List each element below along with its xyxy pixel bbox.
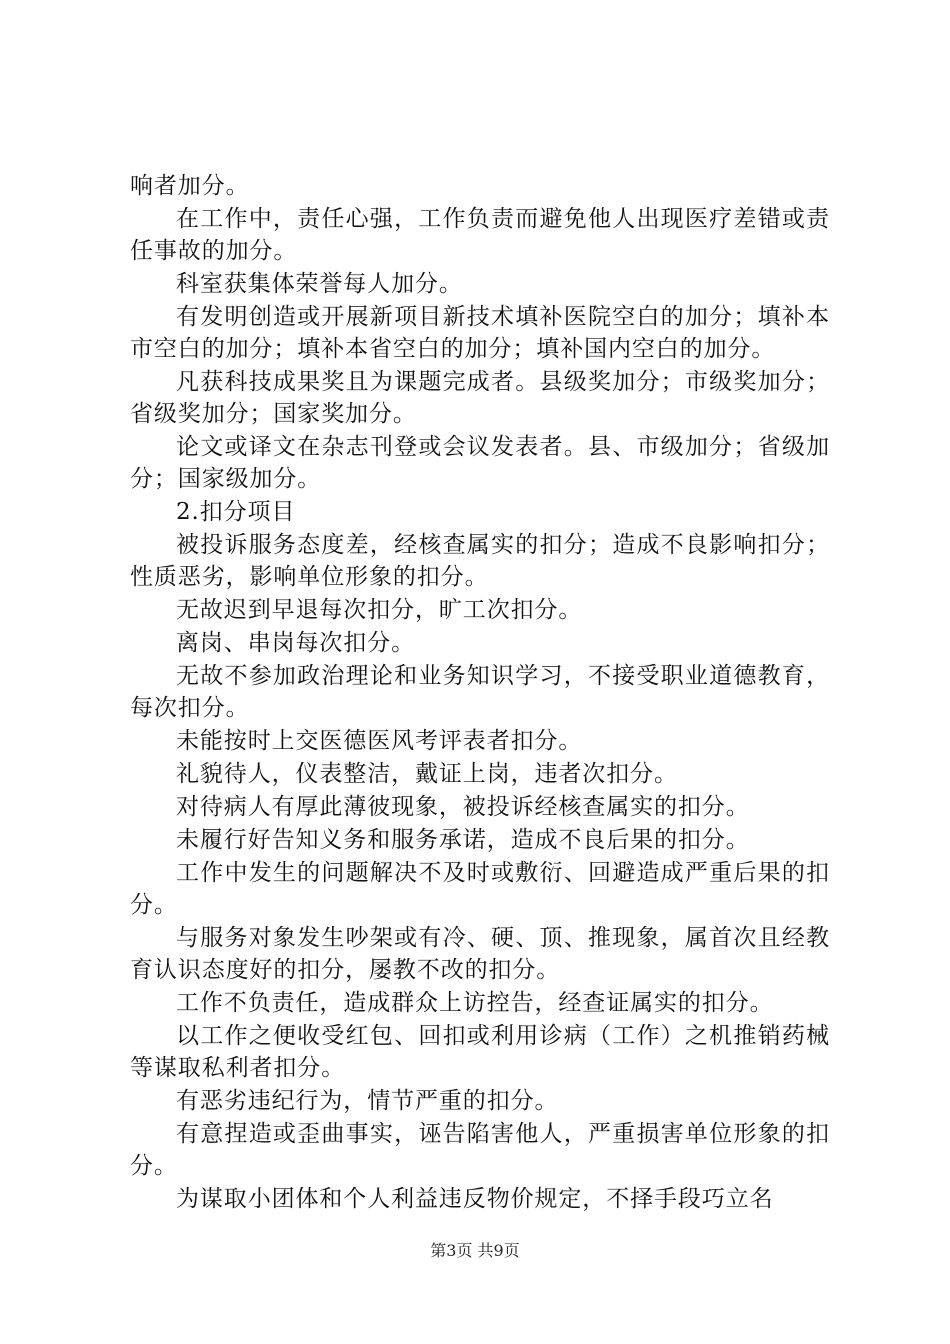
paragraph: 离岗、串岗每次扣分。 (176, 630, 415, 656)
document-body (130, 170, 830, 1216)
paragraph: 在工作中，责任心强，工作负责而避免他人出现医疗差错或责任事故的加分。 (130, 206, 830, 264)
paragraph: 有发明创造或开展新项目新技术填补医院空白的加分；填补本市空白的加分；填补本省空白的加分；填补国内空白的加分。 (130, 304, 830, 362)
paragraph: 未能按时上交医德医风考评表者扣分。 (176, 728, 583, 754)
paragraph: 工作中发生的问题解决不及时或敷衍、回避造成严重后果的扣分。 (130, 860, 830, 918)
paragraph: 凡获科技成果奖且为课题完成者。县级奖加分；市级奖加分；省级奖加分；国家奖加分。 (130, 369, 830, 427)
paragraph: 与服务对象发生吵架或有冷、硬、顶、推现象，属首次且经教育认识态度好的扣分，屡教不改的扣分。 (130, 925, 830, 983)
paragraph: 论文或译文在杂志刊登或会议发表者。县、市级加分；省级加分；国家级加分。 (130, 434, 830, 492)
paragraph: 有恶劣违纪行为，情节严重的扣分。 (176, 1088, 559, 1114)
page-number-footer: 第3页 共9页 (430, 1241, 520, 1260)
paragraph: 无故不参加政治理论和业务知识学习，不接受职业道德教育，每次扣分。 (130, 663, 830, 721)
paragraph: 为谋取小团体和个人利益违反物价规定，不择手段巧立名 (176, 1186, 774, 1212)
paragraph: 响者加分。 (130, 173, 250, 199)
paragraph: 科室获集体荣誉每人加分。 (176, 271, 463, 297)
paragraph: 被投诉服务态度差，经核查属实的扣分；造成不良影响扣分；性质恶劣，影响单位形象的扣分。 (130, 532, 830, 590)
paragraph: 无故迟到早退每次扣分，旷工次扣分。 (176, 597, 583, 623)
paragraph: 工作不负责任，造成群众上访控告，经查证属实的扣分。 (176, 990, 774, 1016)
paragraph: 对待病人有厚此薄彼现象，被投诉经核查属实的扣分。 (176, 794, 750, 820)
paragraph: 以工作之便收受红包、回扣或利用诊病（工作）之机推销药械等谋取私利者扣分。 (130, 1023, 830, 1081)
section-heading: 2.扣分项目 (176, 499, 296, 525)
paragraph: 未履行好告知义务和服务承诺，造成不良后果的扣分。 (176, 827, 750, 853)
paragraph: 有意捏造或歪曲事实，诬告陷害他人，严重损害单位形象的扣分。 (130, 1121, 830, 1179)
paragraph: 礼貌待人，仪表整洁，戴证上岗，违者次扣分。 (176, 761, 678, 787)
